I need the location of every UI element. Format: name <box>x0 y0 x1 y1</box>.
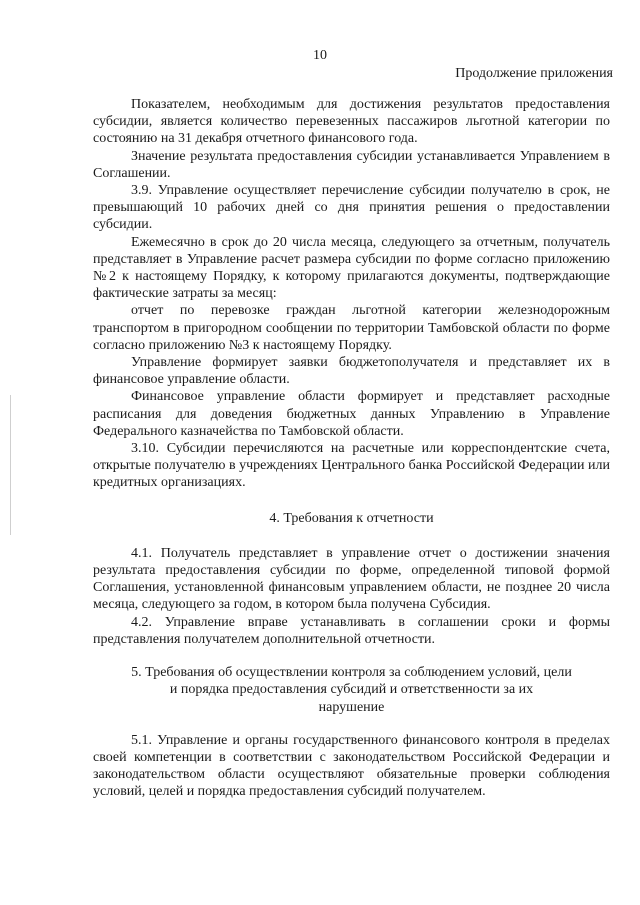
continuation-label: Продолжение приложения <box>455 66 613 81</box>
paragraph: Финансовое управление области формирует и представляет расходные расписания для доведения бюджетных данных Управлению в Управление Федерального казначейства по Тамбовской области. <box>93 389 610 439</box>
section-5-heading-line: и порядка предоставления субсидий и ответственности за их <box>169 682 534 698</box>
section-5-heading-line: 5. Требования об осуществлении контроля за соблюдением условий, цели <box>131 665 572 681</box>
paragraph: 3.10. Субсидии перечисляются на расчетные или корреспондентские счета, открытые получателю в учреждениях Центрального банка Российской Федерации или кредитных организациях. <box>93 441 610 491</box>
page-number: 10 <box>313 48 327 63</box>
section-5-heading-line: нарушение <box>318 699 385 715</box>
paragraph: Управление формирует заявки бюджетополучателя и представляет их в финансовое управление области. <box>93 355 610 388</box>
paragraph: Значение результата предоставления субсидии устанавливается Управлением в Соглашении. <box>93 148 610 181</box>
paragraph: Ежемесячно в срок до 20 числа месяца, следующего за отчетным, получатель представляет в Управление расчет размера субсидии по форме согласно приложению №2 к настоящему Порядку, к которому прилагаются документы, подтверждающие фактические затраты за месяц: <box>93 234 610 302</box>
paragraph: отчет по перевозке граждан льготной категории железнодорожным транспортом в пригородном сообщении по территории Тамбовской области по форме согласно приложению №3 к настоящему Порядку. <box>93 303 610 353</box>
paragraph: Показателем, необходимым для достижения результатов предоставления субсидии, является количество перевезенных пассажиров льготной категории по состоянию на 31 декабря отчетного финансового года. <box>93 97 610 147</box>
document-body <box>93 96 610 801</box>
paragraph: 4.2. Управление вправе устанавливать в соглашении сроки и формы представления получателем дополнительной отчетности. <box>93 614 610 647</box>
paragraph: 3.9. Управление осуществляет перечисление субсидии получателю в срок, не превышающий 10 рабочих дней со дня принятия решения о предоставлении субсидии. <box>93 183 610 233</box>
section-4-heading: 4. Требования к отчетности <box>269 510 434 526</box>
paragraph: 5.1. Управление и органы государственного финансового контроля в пределах своей компетенции в соответствии с законодательством Российской Федерации и законодательством области осуществляют обязательные проверки соблюдения условий, целей и порядка предоставления субсидий получателем. <box>93 732 610 800</box>
paragraph: 4.1. Получатель представляет в управление отчет о достижении значения результата предоставления субсидии по форме, определенной типовой формой Соглашения, установленной финансовым управлением области, не позднее 20 числа месяца, следующего за годом, в котором была получена Субсидия. <box>93 545 610 613</box>
margin-scan-mark <box>10 395 11 535</box>
